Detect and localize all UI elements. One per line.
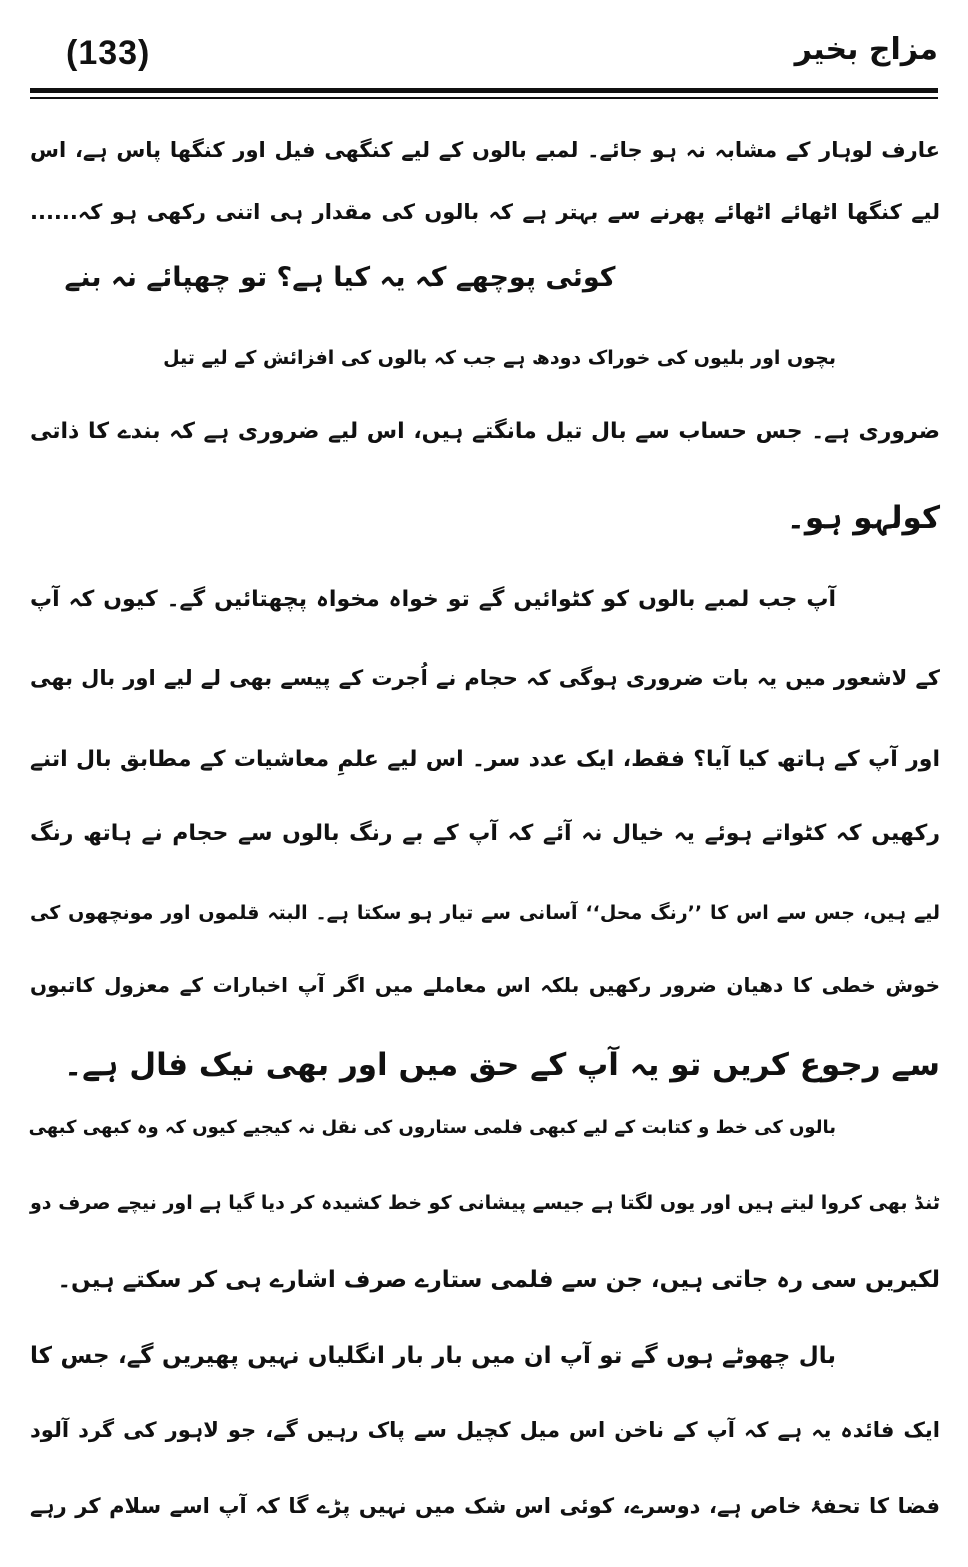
- text-line: لکیریں سی رہ جاتی ہیں، جن سے فلمی ستارے صرف اشارے ہی کر سکتے ہیں۔: [57, 1267, 940, 1293]
- text-line: فضا کا تحفۂ خاص ہے، دوسرے، کوئی اس شک میں نہیں پڑے گا کہ آپ اسے سلام کر رہے: [30, 1494, 940, 1518]
- text-line: ایک فائدہ یہ ہے کہ آپ کے ناخن اس میل کچیل سے پاک رہیں گے، جو لاہور کی گرد آلود: [30, 1418, 940, 1442]
- text-line: رکھیں کہ کٹواتے ہوئے یہ خیال نہ آئے کہ آپ کے بے رنگ بالوں سے حجام نے ہاتھ رنگ: [30, 821, 940, 846]
- text-line: لیے ہیں، جس سے اس کا ’’رنگ محل‘‘ آسانی سے تیار ہو سکتا ہے۔ البتہ قلموں اور مونچھوں کی: [30, 902, 940, 924]
- running-title: مزاج بخیر: [794, 32, 938, 67]
- verse-line: کوئی پوچھے کہ یہ کیا ہے؟ تو چھپائے نہ بنے: [64, 262, 616, 293]
- text-line: ضروری ہے۔ جس حساب سے بال تیل مانگتے ہیں، اس لیے ضروری ہے کہ بندے کا ذاتی: [30, 419, 940, 444]
- text-line: سے رجوع کریں تو یہ آپ کے حق میں اور بھی نیک فال ہے۔: [63, 1047, 940, 1083]
- text-line: اور آپ کے ہاتھ کیا آیا؟ فقط، ایک عدد سر۔ اس لیے علمِ معاشیات کے مطابق بال اتنے: [30, 747, 940, 772]
- text-line: کولہو ہو۔: [786, 500, 940, 536]
- paragraph-start-line: بچوں اور بلیوں کی خوراک دودھ ہے جب کہ بالوں کی افزائش کے لیے تیل: [163, 347, 836, 369]
- paragraph-start-line: بال چھوٹے ہوں گے تو آپ ان میں بار بار انگلیاں نہیں پھیریں گے، جس کا: [30, 1343, 836, 1369]
- page-number: (133): [66, 34, 151, 72]
- paragraph-start-line: آپ جب لمبے بالوں کو کٹوائیں گے تو خواہ مخواہ پچھتائیں گے۔ کیوں کہ آپ: [30, 587, 836, 612]
- paragraph-start-line: بالوں کی خط و کتابت کے لیے کبھی فلمی ستاروں کی نقل نہ کیجیے کیوں کہ وہ کبھی کبھی: [28, 1117, 836, 1138]
- text-line: خوش خطی کا دھیان ضرور رکھیں بلکہ اس معاملے میں اگر آپ اخبارات کے معزول کاتبوں: [30, 973, 940, 997]
- text-line: لیے کنگھا اٹھائے اٹھائے پھرنے سے بہتر ہے کہ بالوں کی مقدار ہی اتنی رکھی ہو کہ......: [30, 200, 940, 224]
- text-line: عارف لوہار کے مشابہ نہ ہو جائے۔ لمبے بالوں کے لیے کنگھی فیل اور کنگھا پاس ہے، اس: [30, 138, 940, 162]
- text-line: ٹنڈ بھی کروا لیتے ہیں اور یوں لگتا ہے جیسے پیشانی کو خط کشیدہ کر دیا گیا ہے اور نیچے صرف دو: [30, 1192, 940, 1214]
- text-line: کے لاشعور میں یہ بات ضروری ہوگی کہ حجام نے اُجرت کے پیسے بھی لے لیے اور بال بھی: [30, 666, 940, 690]
